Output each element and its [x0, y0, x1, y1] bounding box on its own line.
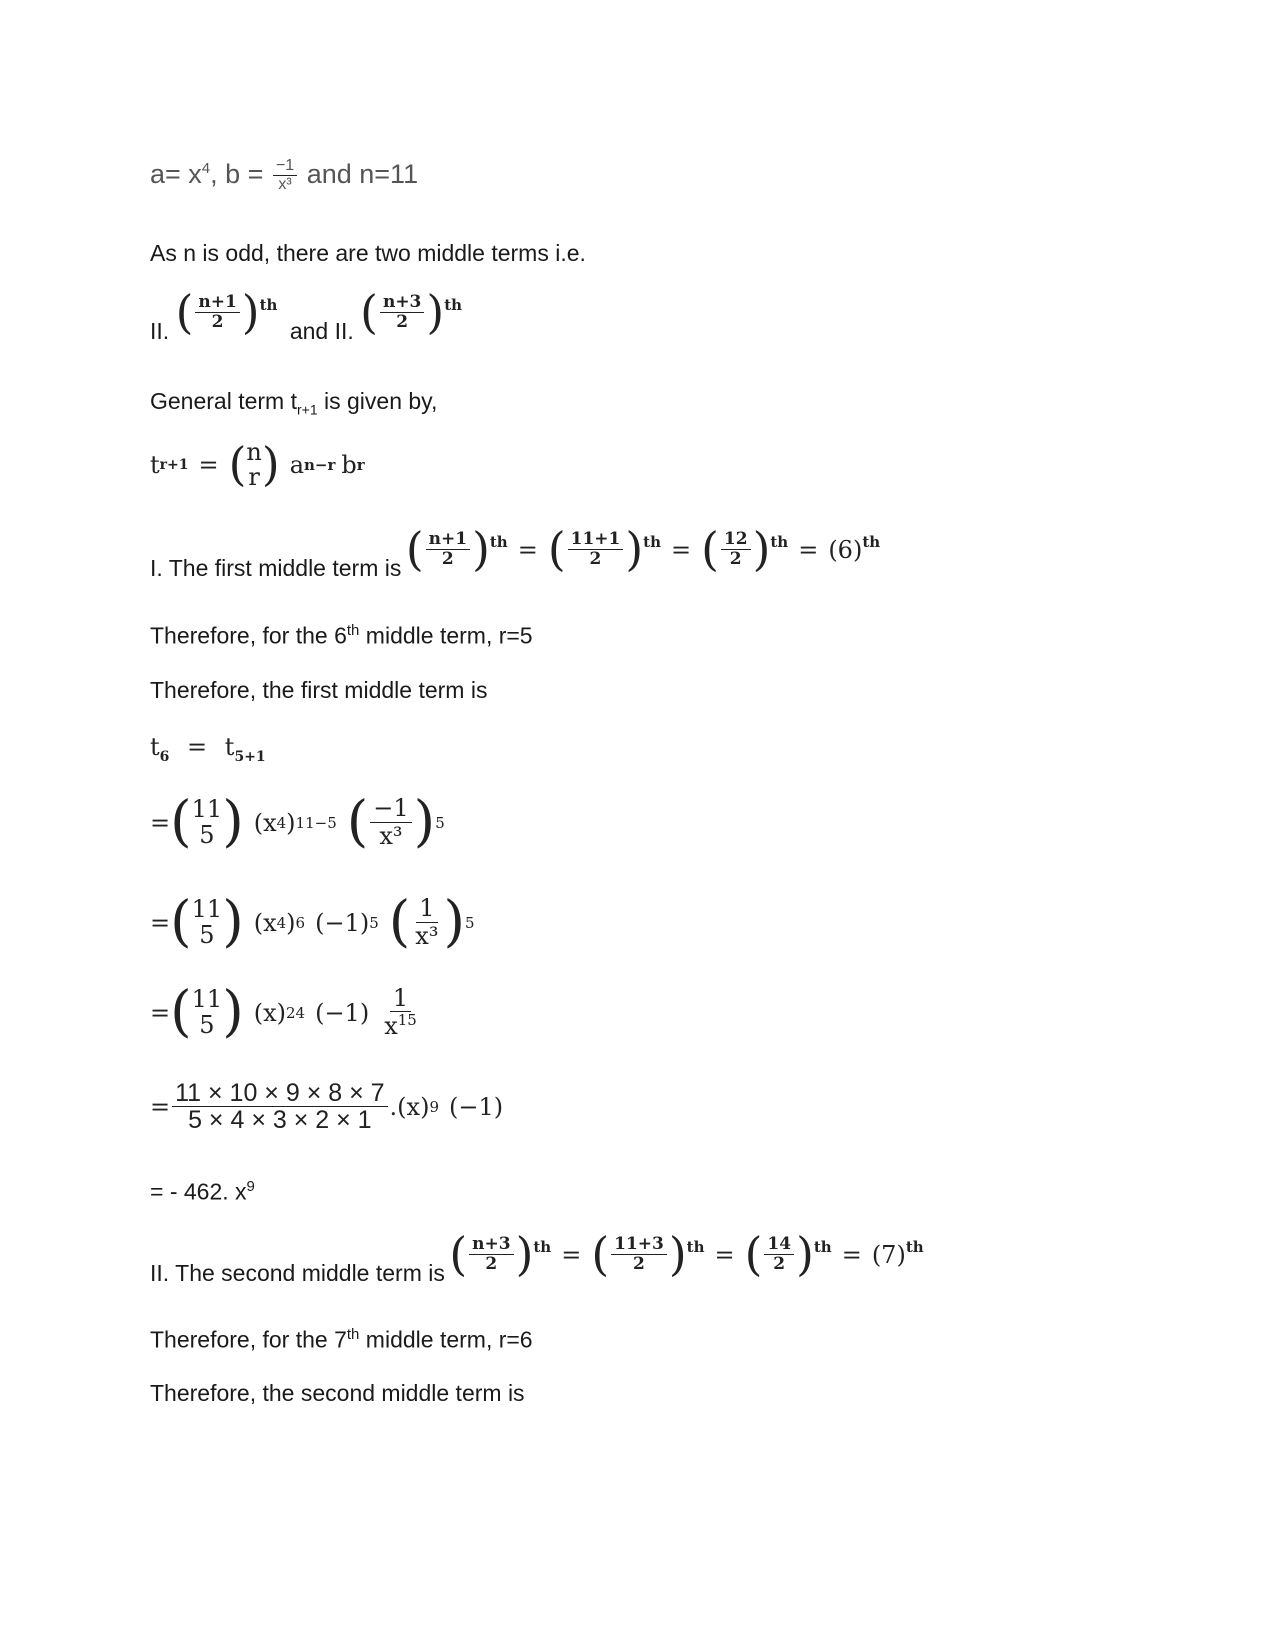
first-index-expr: ( $\frac{n+1}{2}$ ) $^{th}$ — [175, 286, 278, 339]
binomial-coefficient — [246, 440, 261, 490]
general-term-statement — [150, 388, 437, 418]
s3-neg: (−1) — [315, 998, 370, 1027]
sm-f2-den: 2 — [633, 1253, 645, 1274]
s2-base-exp: 4 — [276, 913, 287, 932]
t6-after: middle term, r=5 — [359, 622, 533, 649]
binom-top: n — [246, 438, 262, 466]
t7-sup: th — [346, 1326, 360, 1343]
fm-f2-den: 2 — [589, 548, 602, 569]
second-index-expr: ( $\frac{n+3}{2}$ ) $^{th}$ — [360, 286, 463, 339]
t6-equation — [150, 733, 266, 765]
s3-x: (x) — [253, 998, 286, 1027]
s3-eq: = — [150, 998, 171, 1027]
s3-top: 11 — [191, 985, 223, 1014]
s4-tail-exp: 9 — [429, 1098, 439, 1117]
t6-rhs: t — [224, 733, 235, 761]
t6-lhs: t — [150, 733, 160, 761]
sm-eq-2: = — [714, 1240, 735, 1269]
s3-bottom: 5 — [199, 1010, 215, 1039]
t7-after: middle term, r=6 — [359, 1326, 533, 1353]
s4-num: 11 × 10 × 9 × 8 × 7 — [172, 1080, 387, 1107]
a-definition: a= x — [150, 158, 202, 189]
first-index-fraction — [195, 294, 239, 332]
fm-f1-den: 2 — [441, 548, 454, 569]
sm-f3-num: 14 — [764, 1236, 794, 1255]
formula-a-exp: n−r — [304, 456, 336, 475]
fm-result: (6) — [828, 535, 863, 564]
fm-th-2: th — [643, 532, 661, 551]
n-definition: and n=11 — [306, 158, 419, 189]
formula-b-exp: r — [356, 456, 365, 475]
therefore-7th — [150, 1326, 533, 1354]
s4-tail: .(x) — [389, 1093, 430, 1122]
s1-bottom: 5 — [199, 820, 215, 849]
t7-before: Therefore, for the 7 — [150, 1326, 347, 1353]
s2-bottom: 5 — [199, 920, 215, 949]
fm-f3-den: 2 — [729, 548, 742, 569]
second-index-den: 2 — [396, 311, 409, 332]
s4-den: 5 × 4 × 3 × 2 × 1 — [188, 1106, 372, 1135]
s2-outer-exp: 5 — [464, 913, 475, 932]
therefore-first: Therefore, the first middle term is — [150, 677, 488, 703]
t6-lhs-sub: 6 — [159, 748, 170, 765]
general-term-text: General term t — [150, 388, 297, 414]
sm-f3-den: 2 — [773, 1253, 786, 1274]
b-fraction — [273, 158, 297, 193]
fm-eq-3: = — [798, 535, 819, 564]
first-middle-label: I. The first middle term is — [150, 555, 402, 582]
sm-th-4: th — [905, 1237, 924, 1256]
s1-eq: = — [150, 808, 171, 837]
sm-f2-num: 11+3 — [611, 1236, 667, 1255]
middle-term-indices — [150, 286, 463, 345]
fm-f3-num: 12 — [721, 531, 751, 550]
sm-f1-num: n+3 — [469, 1236, 513, 1255]
first-index-th: th — [259, 295, 278, 314]
b-label: , b = — [210, 158, 264, 189]
s1-base: (x — [253, 808, 277, 837]
t6-eq: = — [187, 733, 208, 761]
general-term-after: is given by, — [317, 388, 438, 414]
sm-eq-1: = — [561, 1240, 582, 1269]
second-middle-term-row — [150, 1228, 924, 1287]
therefore-6th — [150, 622, 533, 650]
formula-eq: = — [198, 451, 219, 480]
first-middle-term-row — [150, 523, 881, 582]
given-values — [150, 158, 418, 193]
t6-rhs-sub: 5+1 — [234, 748, 266, 765]
step-1: = ( 11 5 ) (x 4 ) 11−5 ( $\frac{-1}{\text{x³}}$ ) 5 — [150, 790, 445, 854]
sm-eq-3: = — [841, 1240, 862, 1269]
fm-th-3: th — [770, 532, 789, 551]
b-numerator: −1 — [273, 158, 297, 176]
a-exponent: 4 — [201, 159, 211, 177]
first-index-num: n+1 — [195, 294, 239, 313]
first-index-den: 2 — [211, 311, 224, 332]
s1-base-exp: 4 — [276, 813, 287, 832]
s4-neg: (−1) — [448, 1093, 504, 1122]
binom-bottom: r — [248, 463, 260, 492]
second-index-num: n+3 — [380, 294, 424, 313]
s1-close: ) — [286, 808, 296, 837]
fm-f2-num: 11+1 — [568, 531, 624, 550]
general-term-sub: r+1 — [297, 401, 318, 418]
step-3: = ( 11 5 ) (x) 24 (−1) $\frac{1}{x^{15}}$ — [150, 980, 417, 1044]
sm-result: (7) — [871, 1240, 906, 1269]
second-index-th: th — [444, 295, 463, 314]
therefore-second: Therefore, the second middle term is — [150, 1380, 525, 1406]
s3-num: 1 — [390, 986, 411, 1012]
s3-den-exp: 15 — [397, 1011, 417, 1029]
sm-th-1: th — [533, 1237, 552, 1256]
result-first-middle — [150, 1178, 255, 1206]
fm-th-1: th — [489, 532, 508, 551]
s2-neg-exp: 5 — [369, 913, 379, 932]
s2-base: (x — [253, 908, 277, 937]
s2-eq: = — [150, 908, 171, 937]
second-index-fraction — [380, 294, 424, 332]
t6-before: Therefore, for the 6 — [150, 622, 347, 649]
second-middle-label: II. The second middle term is — [150, 1260, 445, 1287]
s4-eq: = — [150, 1093, 171, 1122]
s1-num: −1 — [370, 796, 411, 822]
and-prefix: and II. — [289, 317, 354, 344]
s1-exp: 11−5 — [295, 813, 337, 832]
s2-top: 11 — [191, 895, 223, 924]
general-term-formula: t r+1 = ( n r ) a n−r b r — [150, 438, 365, 492]
s1-den: x³ — [379, 821, 403, 850]
fm-eq-1: = — [517, 535, 538, 564]
fm-f1-num: n+1 — [426, 531, 470, 550]
s1-outer-exp: 5 — [435, 813, 445, 832]
b-denominator: x³ — [278, 175, 292, 193]
sm-th-2: th — [686, 1237, 705, 1256]
s2-num: 1 — [416, 896, 437, 922]
s2-den: x³ — [415, 921, 439, 950]
s2-close: ) — [286, 908, 296, 937]
s1-top: 11 — [191, 795, 223, 824]
formula-lhs-sub: r+1 — [159, 457, 189, 474]
r1-exp: 9 — [246, 1178, 255, 1195]
s2-exp: 6 — [295, 913, 306, 932]
first-middle-expr: ( $\frac{n+1}{2}$ ) $^{th}$ = ( $\frac{11+1}{2}$ ) $^{th}$ = ( $\frac{12}{2}$ ) $^{th}$ = (6) $^{th}$ — [405, 523, 881, 576]
step-4 — [150, 1080, 503, 1135]
odd-statement: As n is odd, there are two middle terms i.e. — [150, 240, 586, 266]
step-2: = ( 11 5 ) (x 4 ) 6 (−1) 5 ( $\frac{1}{\text{x³}}$ ) 5 — [150, 890, 475, 954]
formula-a: a — [289, 451, 304, 480]
first-prefix: II. — [150, 317, 170, 344]
sm-f1-den: 2 — [485, 1253, 498, 1274]
s3-den: x — [384, 1012, 398, 1040]
second-middle-expr: ( $\frac{n+3}{2}$ ) $^{th}$ = ( $\frac{11+3}{2}$ ) $^{th}$ = ( $\frac{14}{2}$ ) $^{th}$ = (7) $^{th}$ — [449, 1228, 924, 1281]
sm-th-3: th — [813, 1237, 832, 1256]
s2-neg: (−1) — [315, 908, 370, 937]
fm-th-4: th — [862, 532, 881, 551]
r1-text: = - 462. x — [150, 1178, 247, 1205]
t6-sup: th — [346, 622, 360, 639]
fm-eq-2: = — [670, 535, 692, 564]
formula-lhs: t — [150, 451, 160, 480]
formula-b: b — [341, 451, 357, 480]
s3-x-exp: 24 — [285, 1003, 306, 1022]
